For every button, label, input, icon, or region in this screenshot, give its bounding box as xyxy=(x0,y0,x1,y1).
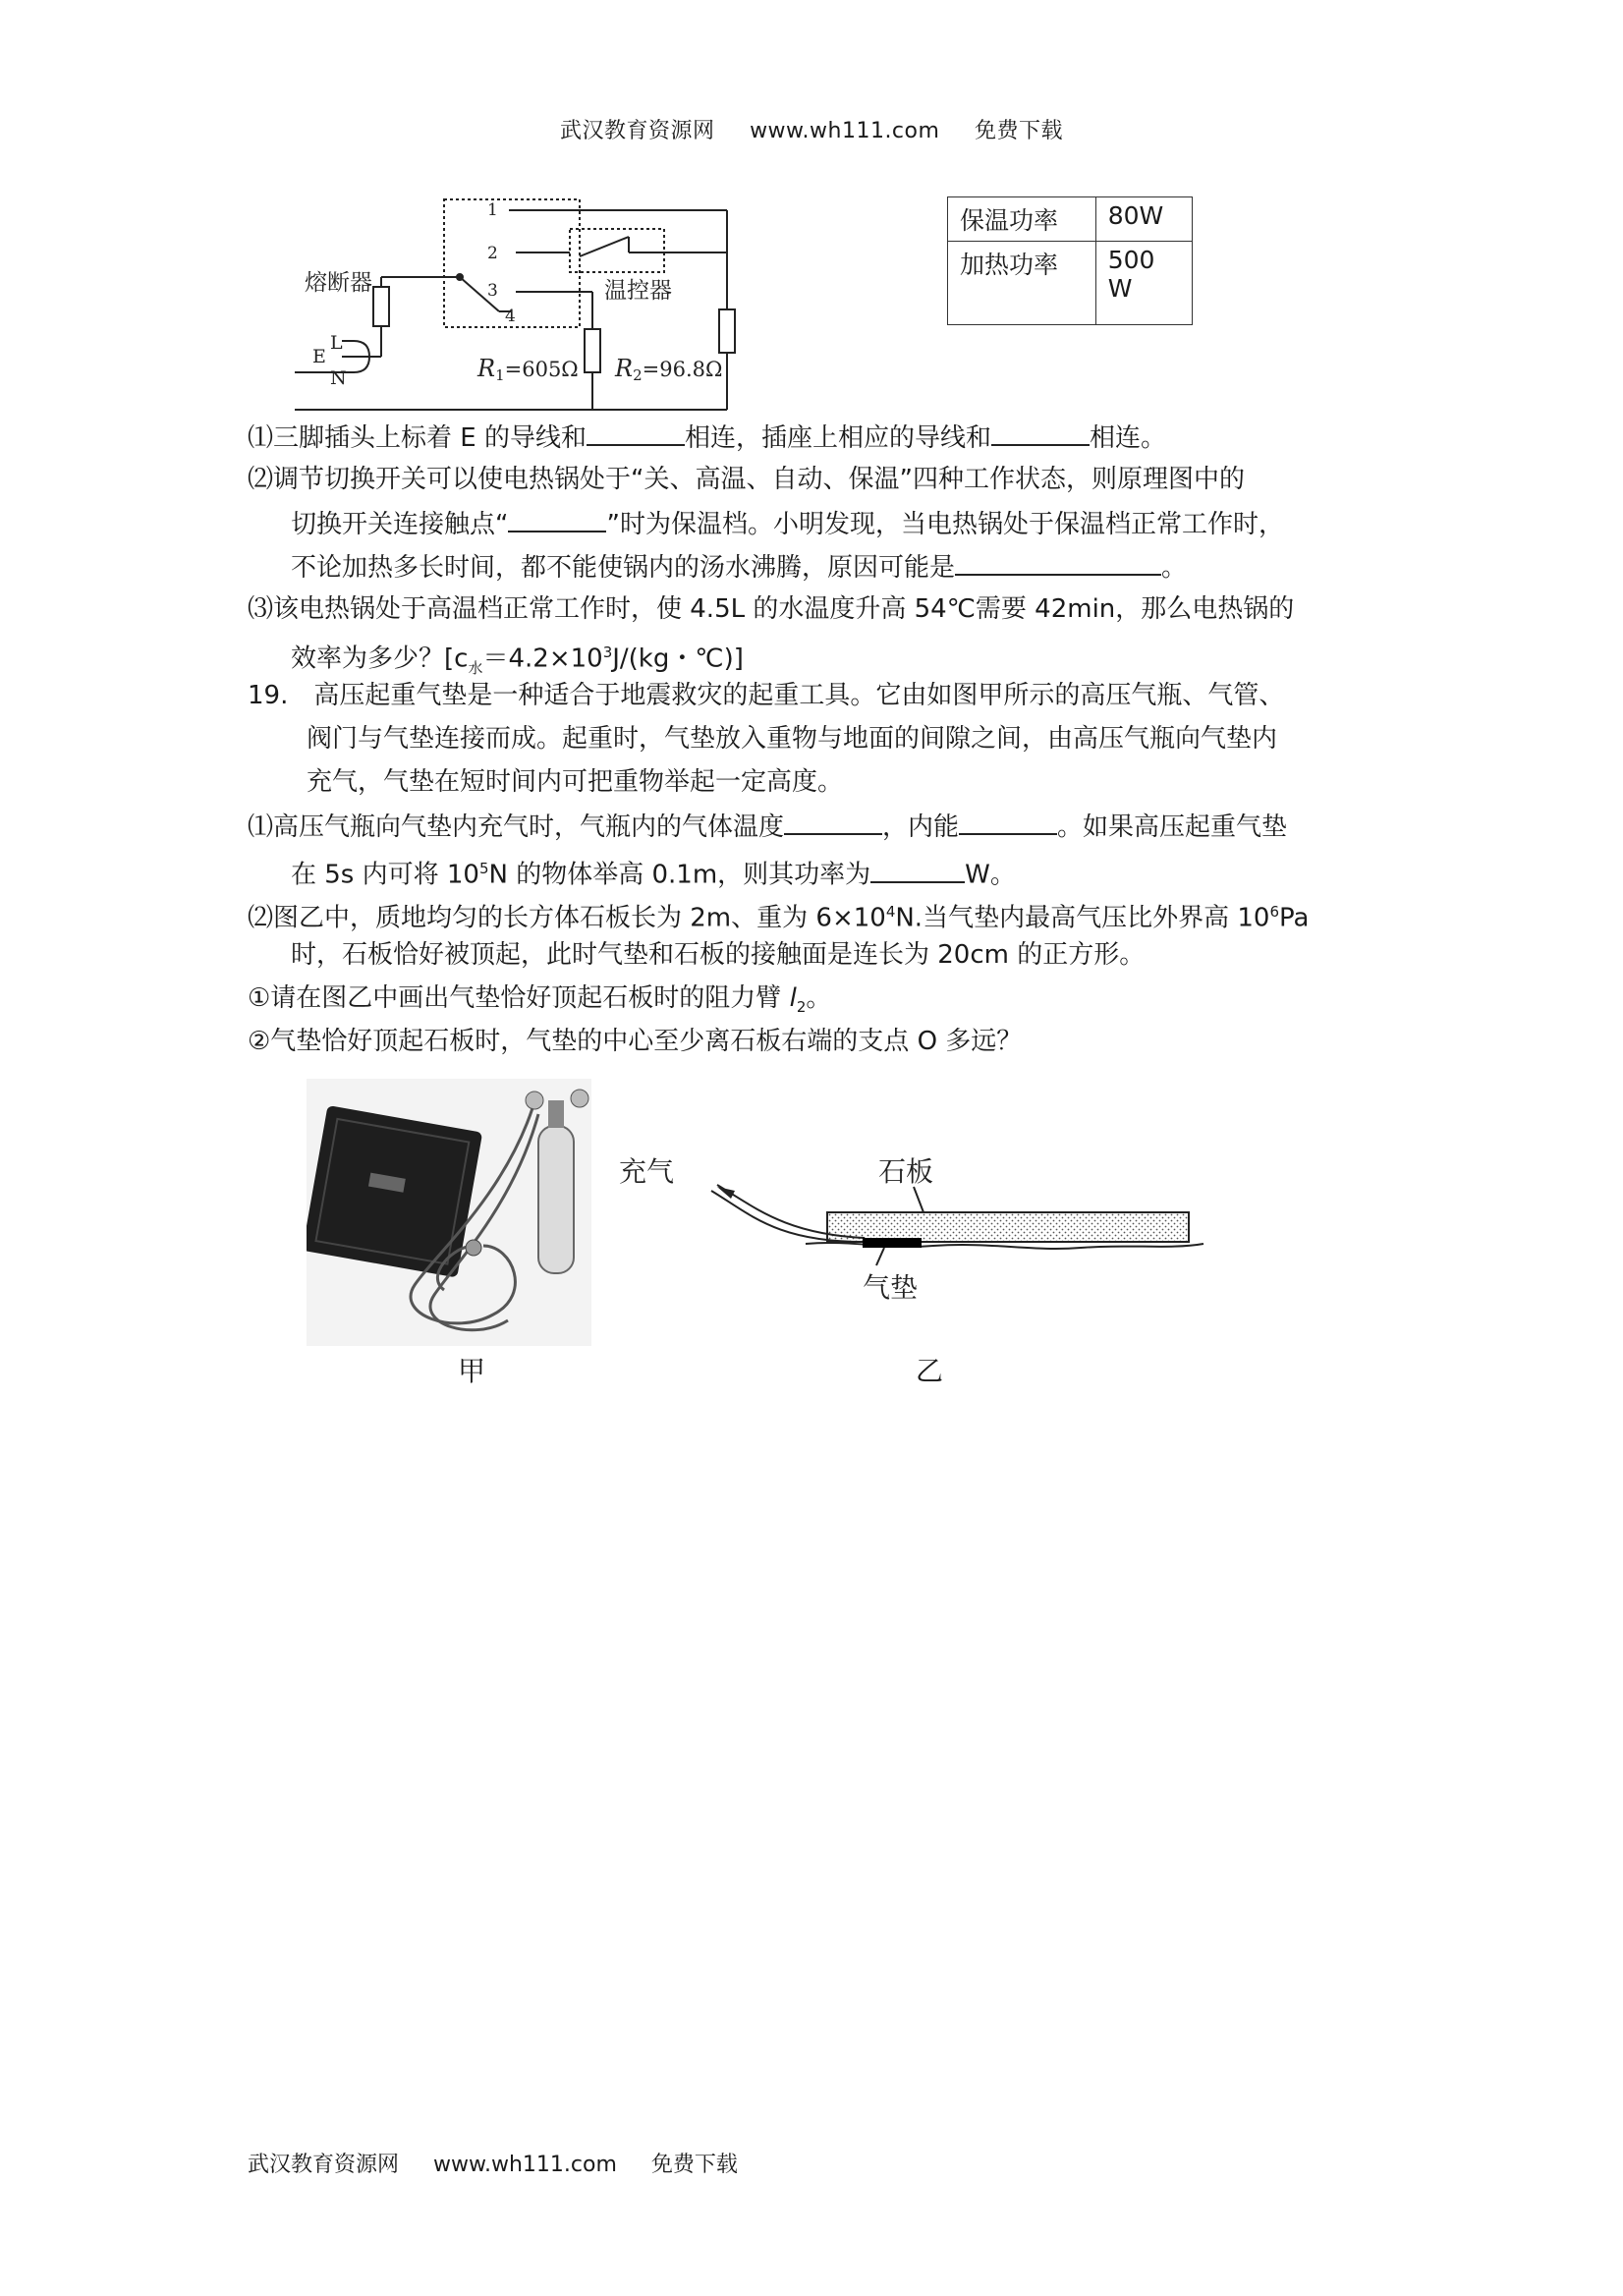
plug-e: E xyxy=(312,346,326,367)
circuit-diagram xyxy=(295,192,747,427)
table-cell: 保温功率 xyxy=(948,197,1096,242)
table-cell: 500 W xyxy=(1095,242,1192,325)
answer-blank[interactable] xyxy=(955,544,1161,576)
q19-line3: 充气，气垫在短时间内可把重物举起一定高度。 xyxy=(307,767,844,797)
r2-resistor xyxy=(719,309,735,353)
answer-blank[interactable] xyxy=(959,804,1057,835)
q19-line2: 阀门与气垫连接而成。起重时，气垫放入重物与地面的间隙之间，由高压气瓶向气垫内 xyxy=(307,724,1278,754)
air-cushion xyxy=(863,1238,922,1248)
thermostat-label: 温控器 xyxy=(604,278,672,304)
q18-part1: ⑴三脚插头上标着 E 的导线和 相连，插座上相应的导线和 相连。 xyxy=(248,415,1166,460)
slab-label: 石板 xyxy=(878,1155,934,1188)
header-url: www.wh111.com xyxy=(750,119,940,143)
page-footer xyxy=(248,2148,738,2178)
answer-blank[interactable] xyxy=(784,804,882,835)
table-row xyxy=(948,197,1193,242)
inflate-label: 充气 xyxy=(619,1155,675,1188)
q19-part2-line2: 时，石板恰好被顶起，此时气垫和石板的接触面是连长为 20cm 的正方形。 xyxy=(291,940,1146,970)
plug-n: N xyxy=(330,367,347,389)
q18-part2-line1: ⑵调节切换开关可以使电热锅处于“关、高温、自动、保温”四种工作状态，则原理图中的 xyxy=(248,465,1245,494)
gas-cylinder xyxy=(538,1126,574,1273)
power-table xyxy=(947,196,1193,325)
r1-label: R1=605Ω xyxy=(477,355,579,384)
q19-part2-line1: ⑵图乙中，质地均匀的长方体石板长为 2m、重为 $6\times 10^4N$.当气垫内最高气压比外界高 $10^6Pa$ xyxy=(248,903,1310,933)
contact-2: 2 xyxy=(487,244,498,263)
q18-part2-line2: 切换开关连接触点“ ”时为保温档。小明发现，当电热锅处于保温档正常工作时， xyxy=(291,501,1284,546)
figure-yi-diagram xyxy=(619,1140,1228,1316)
footer-site: 武汉教育资源网 xyxy=(248,2153,400,2177)
r2-label: R2=96.8Ω xyxy=(615,355,723,384)
q19-line1: 19. 高压起重气垫是一种适合于地震救灾的起重工具。它由如图甲所示的高压气瓶、气管、 xyxy=(248,681,1285,710)
q19-part1-line2: 在 5s 内可将 $10^5N$ 的物体举高 0.1m，则其功率为 W。 xyxy=(291,847,1016,897)
thermostat-box xyxy=(570,229,664,272)
r1-resistor xyxy=(585,329,600,372)
answer-blank[interactable] xyxy=(508,501,606,532)
stone-slab xyxy=(827,1212,1189,1242)
footer-tag: 免费下载 xyxy=(650,2153,738,2177)
contact-1: 1 xyxy=(487,200,498,220)
table-row xyxy=(948,242,1193,325)
answer-blank[interactable] xyxy=(870,852,965,883)
table-cell: 80W xyxy=(1095,197,1192,242)
q19-sub2: ②气垫恰好顶起石板时，气垫的中心至少离石板右端的支点 O 多远？ xyxy=(248,1027,1023,1056)
q18-part3-line1: ⑶该电热锅处于高温档正常工作时，使 4.5L 的水温度升高 54℃需要 42min，那么电热锅的 xyxy=(248,594,1295,624)
q19-sub1: ①请在图乙中画出气垫恰好顶起石板时的阻力臂 $l_2$。 xyxy=(248,983,832,1017)
fuse-label: 熔断器 xyxy=(305,270,372,296)
q18-part3-line2: 效率为多少？[$c_水=4.2\times 10^3J/(kg$・℃)] xyxy=(291,644,744,677)
answer-blank[interactable] xyxy=(991,415,1090,446)
table-cell: 加热功率 xyxy=(948,242,1096,325)
q18-part2-line3: 不论加热多长时间，都不能使锅内的汤水沸腾，原因可能是 。 xyxy=(291,544,1187,589)
fuse-element xyxy=(373,287,389,326)
header-tag: 免费下载 xyxy=(974,119,1063,143)
q19-part1-line1: ⑴高压气瓶向气垫内充气时，气瓶内的气体温度 ，内能 。如果高压起重气垫 xyxy=(248,804,1287,849)
contact-3: 3 xyxy=(487,281,498,301)
page-header xyxy=(0,114,1623,144)
answer-blank[interactable] xyxy=(587,415,685,446)
figure-jia-caption: 甲 xyxy=(458,1355,486,1387)
footer-url: www.wh111.com xyxy=(433,2153,617,2177)
header-site: 武汉教育资源网 xyxy=(560,119,715,143)
contact-4: 4 xyxy=(505,307,516,326)
figure-yi-caption: 乙 xyxy=(916,1355,944,1387)
cushion-label: 气垫 xyxy=(863,1271,919,1304)
figure-jia-photo xyxy=(307,1079,591,1346)
plug-l: L xyxy=(330,332,343,354)
